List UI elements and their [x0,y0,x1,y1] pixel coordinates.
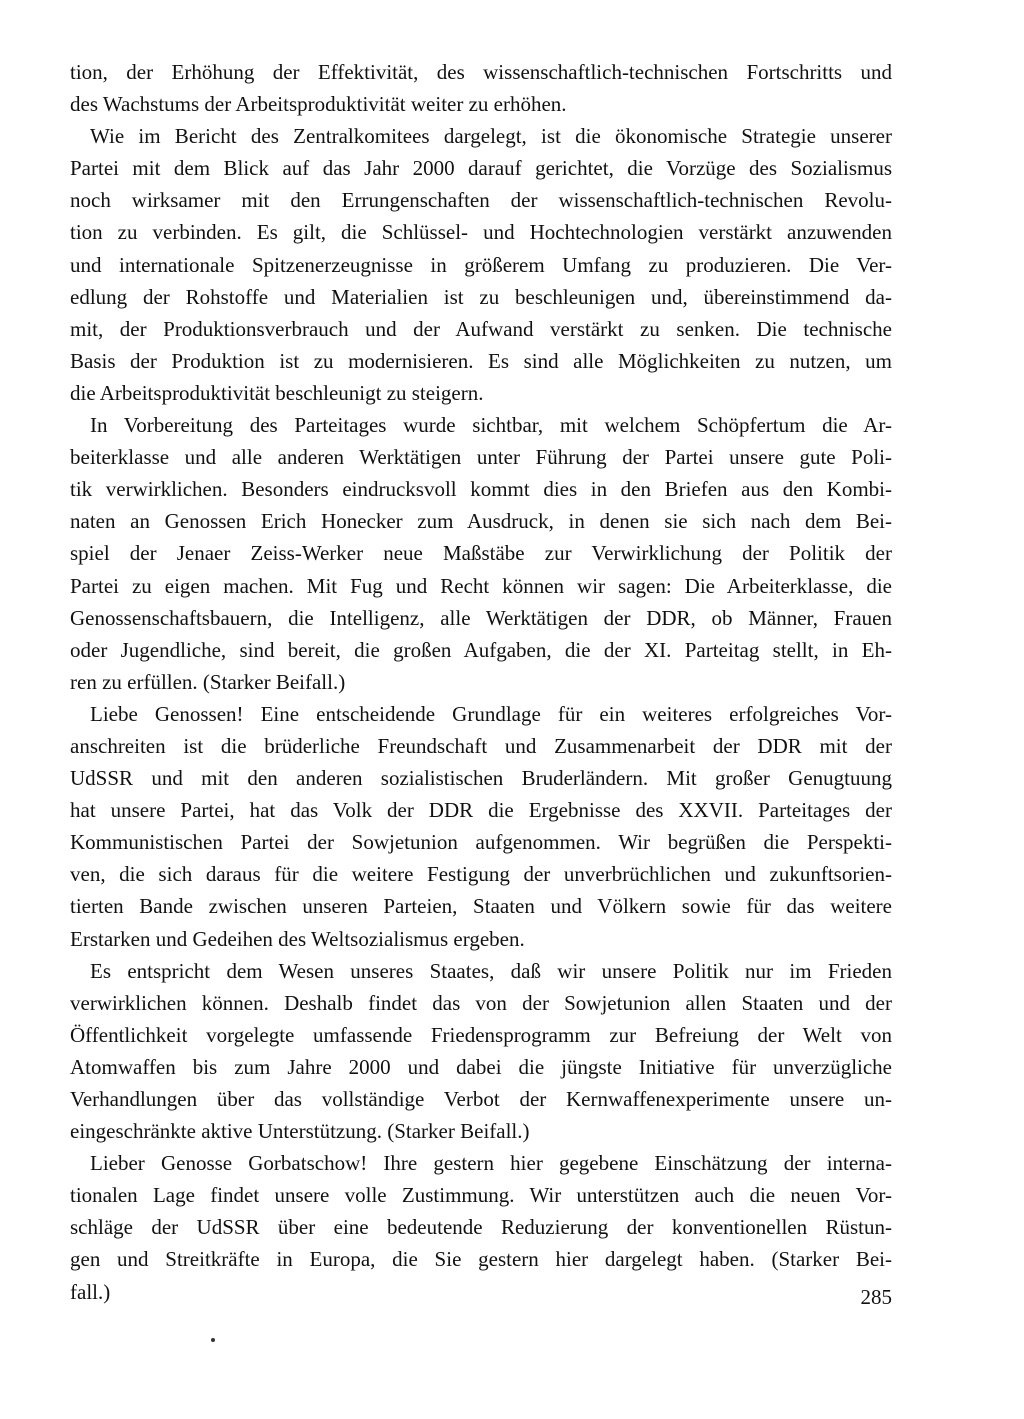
text-line: UdSSR und mit den anderen sozialistischen Bruderländern. Mit großer Genugtuung [70,766,892,791]
text-line: hat unsere Partei, hat das Volk der DDR die Ergebnisse des XXVII. Parteitages der [70,798,892,823]
text-line: Liebe Genossen! Eine entscheidende Grundlage für ein weiteres erfolgreiches Vor- [90,701,892,726]
text-line: Basis der Produktion ist zu modernisieren. Es sind alle Möglichkeiten zu nutzen, um [70,348,892,373]
text-line: spiel der Jenaer Zeiss-Werker neue Maßstäbe zur Verwirklichung der Politik der [70,541,892,566]
text-line: Genossenschaftsbauern, die Intelligenz, alle Werktätigen der DDR, ob Männer, Frauen [70,605,892,630]
text-line: schläge der UdSSR über eine bedeutende Reduzierung der konventionellen Rüstun- [70,1215,892,1240]
text-line: naten an Genossen Erich Honecker zum Ausdruck, in denen sie sich nach dem Bei- [70,509,892,534]
text-line: tionalen Lage findet unsere volle Zustimmung. Wir unterstützen auch die neuen Vor- [70,1183,892,1208]
text-line: tion, der Erhöhung der Effektivität, des wissenschaftlich-technischen Fortschritts und [70,60,892,84]
text-line: edlung der Rohstoffe und Materialien ist zu beschleunigen und, übereinstimmend da- [70,284,892,309]
text-line: tik verwirklichen. Besonders eindrucksvoll kommt dies in den Briefen aus den Kombi- [70,477,892,502]
page-number: 285 [860,1285,892,1309]
text-line: verwirklichen können. Deshalb findet das von der Sowjetunion allen Staaten und der [70,990,892,1015]
text-line: Verhandlungen über das vollständige Verbot der Kernwaffenexperimente unsere un- [70,1087,892,1111]
scan-speck [211,1338,215,1342]
text-line: eingeschränkte aktive Unterstützung. (Starker Beifall.) [70,1119,530,1144]
text-line: die Arbeitsproduktivität beschleunigt zu steigern. [70,380,484,405]
text-line: noch wirksamer mit den Errungenschaften der wissenschaftlich-technischen Revolu- [70,188,892,213]
text-line: ven, die sich daraus für die weitere Festigung der unverbrüchlichen und zukunftsorien- [70,862,892,887]
text-line: Kommunistischen Partei der Sowjetunion aufgenommen. Wir begrüßen die Perspekti- [70,830,892,855]
text-line: ren zu erfüllen. (Starker Beifall.) [70,669,346,694]
text-line: anschreiten ist die brüderliche Freundschaft und Zusammenarbeit der DDR mit der [70,733,892,758]
text-line: und internationale Spitzenerzeugnisse in größerem Umfang zu produzieren. Die Ver- [70,252,892,277]
text-line: In Vorbereitung des Parteitages wurde sichtbar, mit welchem Schöpfertum die Ar- [90,413,892,438]
text-line: des Wachstums der Arbeitsproduktivität weiter zu erhöhen. [70,92,567,117]
body-text [70,56,892,1308]
text-line: Wie im Bericht des Zentralkomitees dargelegt, ist die ökonomische Strategie unserer [90,124,892,149]
text-line: gen und Streitkräfte in Europa, die Sie gestern hier dargelegt haben. (Starker Bei- [70,1247,892,1272]
text-line: Partei zu eigen machen. Mit Fug und Recht können wir sagen: Die Arbeiterklasse, die [70,573,892,598]
text-line: fall.) [70,1279,111,1304]
text-line: Lieber Genosse Gorbatschow! Ihre gestern hier gegebene Einschätzung der interna- [90,1151,892,1176]
text-line: oder Jugendliche, sind bereit, die großen Aufgaben, die der XI. Parteitag stellt, in Eh- [70,637,892,662]
text-line: beiterklasse und alle anderen Werktätigen unter Führung der Partei unsere gute Poli- [70,445,892,470]
text-line: Öffentlichkeit vorgelegte umfassende Friedensprogramm zur Befreiung der Welt von [70,1022,892,1047]
text-line: tion zu verbinden. Es gilt, die Schlüssel- und Hochtechnologien verstärkt anzuwenden [70,220,892,245]
text-line: mit, der Produktionsverbrauch und der Aufwand verstärkt zu senken. Die technische [70,316,892,341]
text-line: Partei mit dem Blick auf das Jahr 2000 darauf gerichtet, die Vorzüge des Sozialismus [70,156,892,181]
text-line: Atomwaffen bis zum Jahre 2000 und dabei die jüngste Initiative für unverzügliche [70,1054,892,1079]
text-line: Erstarken und Gedeihen des Weltsozialismus ergeben. [70,926,525,951]
text-line: tierten Bande zwischen unseren Parteien, Staaten und Völkern sowie für das weitere [70,894,892,919]
text-line: Es entspricht dem Wesen unseres Staates, daß wir unsere Politik nur im Frieden [90,958,892,983]
